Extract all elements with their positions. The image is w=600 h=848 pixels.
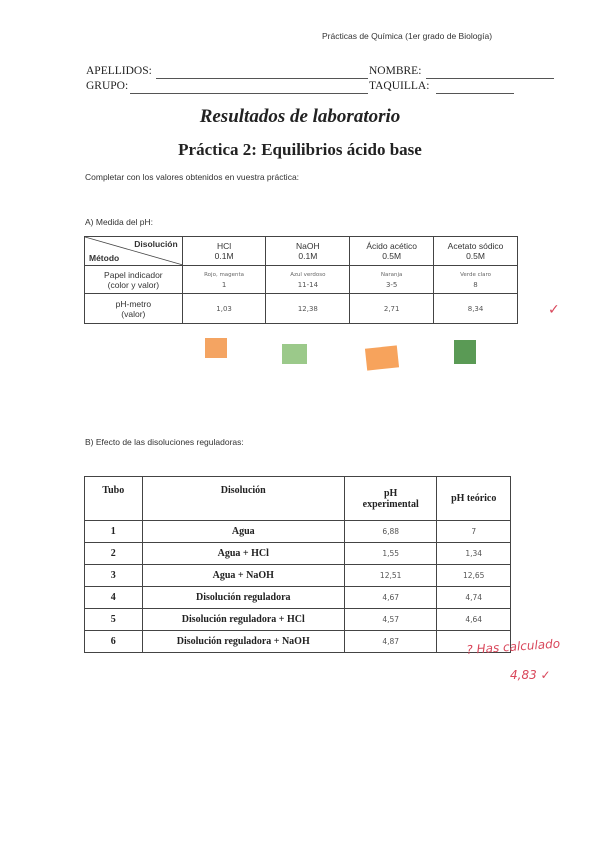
disolucion-cell: Disolución reguladora + NaOH [142,631,344,653]
ph-value: 8,34 [467,305,484,313]
ph-value: 2,71 [383,305,400,313]
ph-value: 1 [221,280,227,289]
tubo-cell: 2 [85,543,143,565]
col-name: Acetato sódico [447,241,504,251]
disolucion-cell: Agua + HCl [142,543,344,565]
section-a-label: A) Medida del pH: [85,217,154,227]
color-text: Verde claro [460,271,491,278]
row-label-line: Papel indicador [104,269,163,280]
table-row [85,565,511,587]
section-b-label: B) Efecto de las disoluciones reguladoras: [85,437,244,447]
table-row [85,521,511,543]
phmetro-cell[interactable] [350,294,434,324]
disolucion-cell: Disolución reguladora [142,587,344,609]
tubo-cell: 6 [85,631,143,653]
taquilla-label: TAQUILLA: [369,80,430,92]
nombre-line[interactable] [426,78,554,79]
col-name: NaOH [296,241,320,251]
exp-cell[interactable]: 4,87 [344,631,437,653]
teo-cell[interactable]: 12,65 [437,565,511,587]
color-text: Azul verdoso [290,271,326,278]
nombre-label: NOMBRE: [369,65,422,77]
col-header-naoh [266,237,350,266]
col-header-acetate [434,237,518,266]
teo-cell[interactable]: 1,34 [437,543,511,565]
phmetro-cell[interactable] [434,294,518,324]
course-header: Prácticas de Química (1er grado de Biología) [322,31,493,41]
ph-value: 8 [473,280,478,289]
header-ph-experimental [344,477,437,521]
disolucion-cell: Agua + NaOH [142,565,344,587]
exp-cell[interactable]: 4,67 [344,587,437,609]
ph-value: 1,03 [216,305,232,313]
ph-value: 11-14 [297,280,319,289]
teo-cell[interactable]: 4,64 [437,609,511,631]
ph-value: 3-5 [385,280,398,289]
col-header-acetic [350,237,434,266]
table-row [85,543,511,565]
check-mark: ✓ [548,302,560,318]
papel-cell[interactable] [434,266,518,294]
indicator-swatch-acetate [454,340,476,364]
papel-cell[interactable] [266,266,350,294]
tubo-cell: 3 [85,565,143,587]
practice-title: Práctica 2: Equilibrios ácido base [178,140,422,159]
taquilla-line[interactable] [436,93,514,94]
papel-cell[interactable] [182,266,266,294]
main-title: Resultados de laboratorio [199,106,401,127]
exp-cell[interactable]: 12,51 [344,565,437,587]
header-line: experimental [362,498,419,510]
row-label-phmetro [85,294,183,324]
tubo-cell: 4 [85,587,143,609]
apellidos-line[interactable] [156,78,368,79]
header-line: pH [384,487,398,499]
papel-cell[interactable] [350,266,434,294]
disolucion-cell: Agua [142,521,344,543]
tubo-cell: 5 [85,609,143,631]
col-conc: 0.1M [298,251,318,261]
ph-value: 12,38 [297,305,318,313]
instructions: Completar con los valores obtenidos en vuestra práctica: [85,172,300,182]
col-conc: 0.5M [382,251,402,261]
exp-cell[interactable]: 6,88 [344,521,437,543]
col-name: HCl [217,241,232,251]
header-ph-teorico: pH teórico [437,477,511,521]
header-tubo: Tubo [85,477,143,521]
indicator-swatch-naoh [282,344,307,364]
row-label-line: (color y valor) [107,279,160,290]
phmetro-cell[interactable] [266,294,350,324]
header-metodo: Método [89,253,120,263]
grupo-line[interactable] [130,93,368,94]
grupo-label: GRUPO: [86,80,129,92]
color-text: Naranja [380,271,403,278]
col-conc: 0.5M [466,251,485,261]
apellidos-label: APELLIDOS: [86,65,152,77]
buffer-table [84,476,511,653]
row-label-line: pH-metro [115,298,152,309]
teo-cell[interactable]: 7 [437,521,511,543]
phmetro-cell[interactable] [182,294,266,324]
indicator-swatch-acetic [365,345,399,370]
col-header-hcl [182,237,266,266]
exp-cell[interactable]: 4,57 [344,609,437,631]
header-disolucion: Disolución [134,239,178,249]
indicator-swatch-hcl [205,338,227,358]
row-label-papel [85,266,183,294]
color-text: Rojo, magenta [204,271,245,278]
col-name: Ácido acético [366,241,417,251]
disolucion-cell: Disolución reguladora + HCl [142,609,344,631]
table-row [85,631,511,653]
header-corner-cell [85,237,183,266]
table-row [85,587,511,609]
header-disolucion: Disolución [142,477,344,521]
teacher-annotation: ? Has calculado [466,636,561,657]
teacher-annotation-value: 4,83 ✓ [510,668,551,682]
col-conc: 0.1M [214,251,234,261]
ph-measurement-table [84,236,518,324]
teo-cell[interactable]: 4,74 [437,587,511,609]
row-label-line: (valor) [121,308,146,319]
tubo-cell: 1 [85,521,143,543]
exp-cell[interactable]: 1,55 [344,543,437,565]
table-row [85,609,511,631]
